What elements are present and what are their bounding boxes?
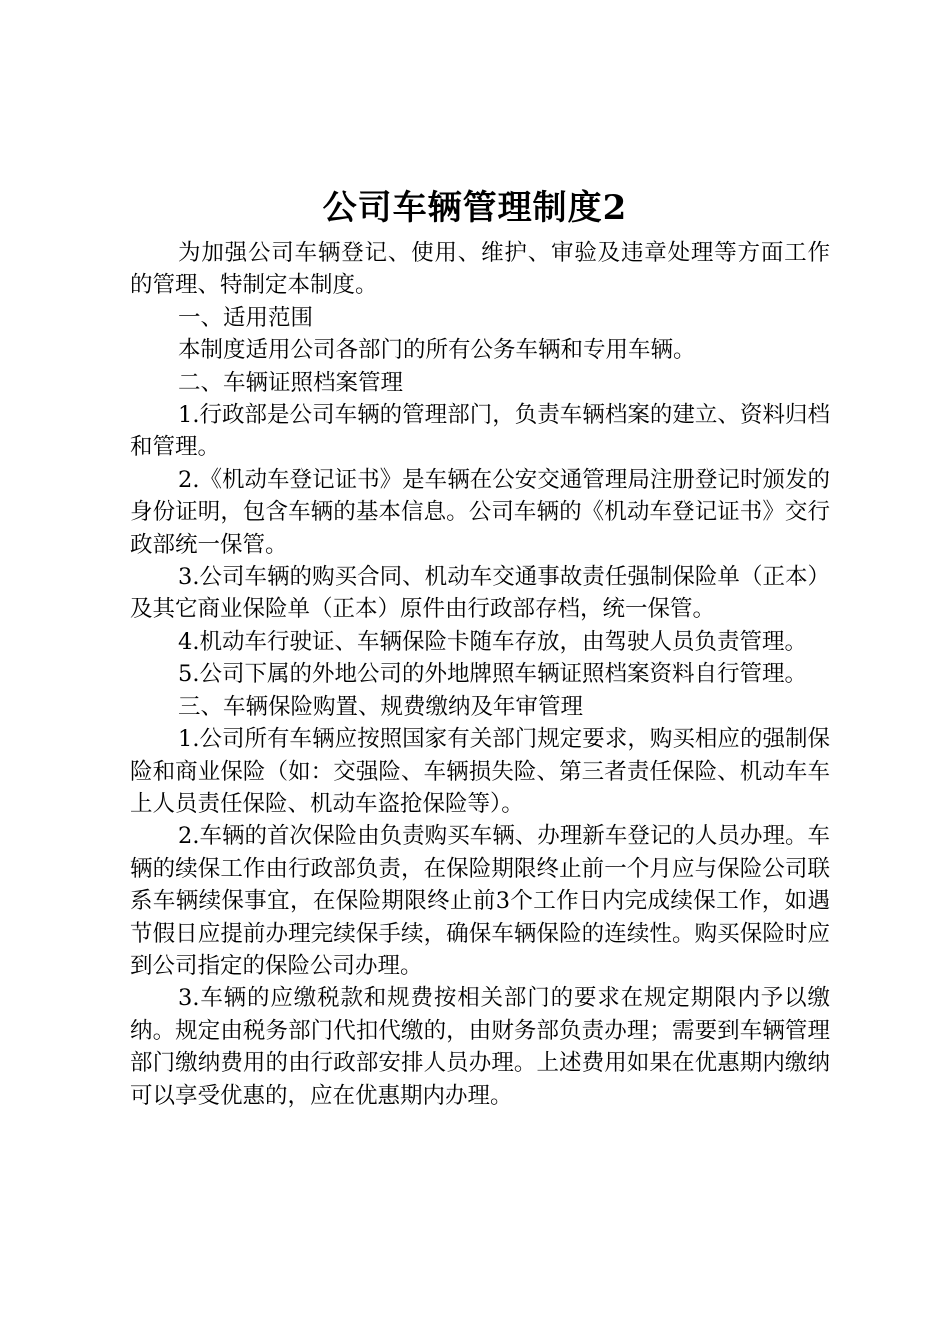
- document-body: [130, 237, 830, 1112]
- paragraph: 3.公司车辆的购买合同、机动车交通事故责任强制保险单（正本）及其它商业保险单（正本）原件由行政部存档，统一保管。: [130, 564, 830, 623]
- paragraph: 2.车辆的首次保险由负责购买车辆、办理新车登记的人员办理。车辆的续保工作由行政部负责，在保险期限终止前一个月应与保险公司联系车辆续保事宜，在保险期限终止前3个工作日内完成续保工作，如遇节假日应提前办理完续保手续，确保车辆保险的连续性。购买保险时应到公司指定的保险公司办理。: [130, 823, 830, 979]
- paragraph: 2.《机动车登记证书》是车辆在公安交通管理局注册登记时颁发的身份证明，包含车辆的基本信息。公司车辆的《机动车登记证书》交行政部统一保管。: [130, 466, 830, 558]
- paragraph: 5.公司下属的外地公司的外地牌照车辆证照档案资料自行管理。: [178, 661, 807, 688]
- paragraph: 4.机动车行驶证、车辆保险卡随车存放，由驾驶人员负责管理。: [178, 628, 807, 655]
- section-heading-documents: 二、车辆证照档案管理: [178, 369, 404, 396]
- intro-paragraph: 为加强公司车辆登记、使用、维护、审验及违章处理等方面工作的管理、特制定本制度。: [130, 240, 830, 299]
- paragraph: 本制度适用公司各部门的所有公务车辆和专用车辆。: [178, 337, 696, 364]
- section-heading-insurance: 三、车辆保险购置、规费缴纳及年审管理: [178, 693, 584, 720]
- section-heading-scope: 一、适用范围: [178, 304, 314, 331]
- document-title: 公司车辆管理制度2: [322, 188, 628, 228]
- paragraph: 1.公司所有车辆应按照国家有关部门规定要求，购买相应的强制保险和商业保险（如：交强险、车辆损失险、第三者责任保险、机动车车上人员责任保险、机动车盗抢保险等）。: [130, 726, 830, 817]
- paragraph: 1.行政部是公司车辆的管理部门，负责车辆档案的建立、资料归档和管理。: [130, 402, 830, 461]
- paragraph: 3.车辆的应缴税款和规费按相关部门的要求在规定期限内予以缴纳。规定由税务部门代扣代缴的，由财务部负责办理；需要到车辆管理部门缴纳费用的由行政部安排人员办理。上述费用如果在优惠期内缴纳可以享受优惠的，应在优惠期内办理。: [130, 985, 830, 1109]
